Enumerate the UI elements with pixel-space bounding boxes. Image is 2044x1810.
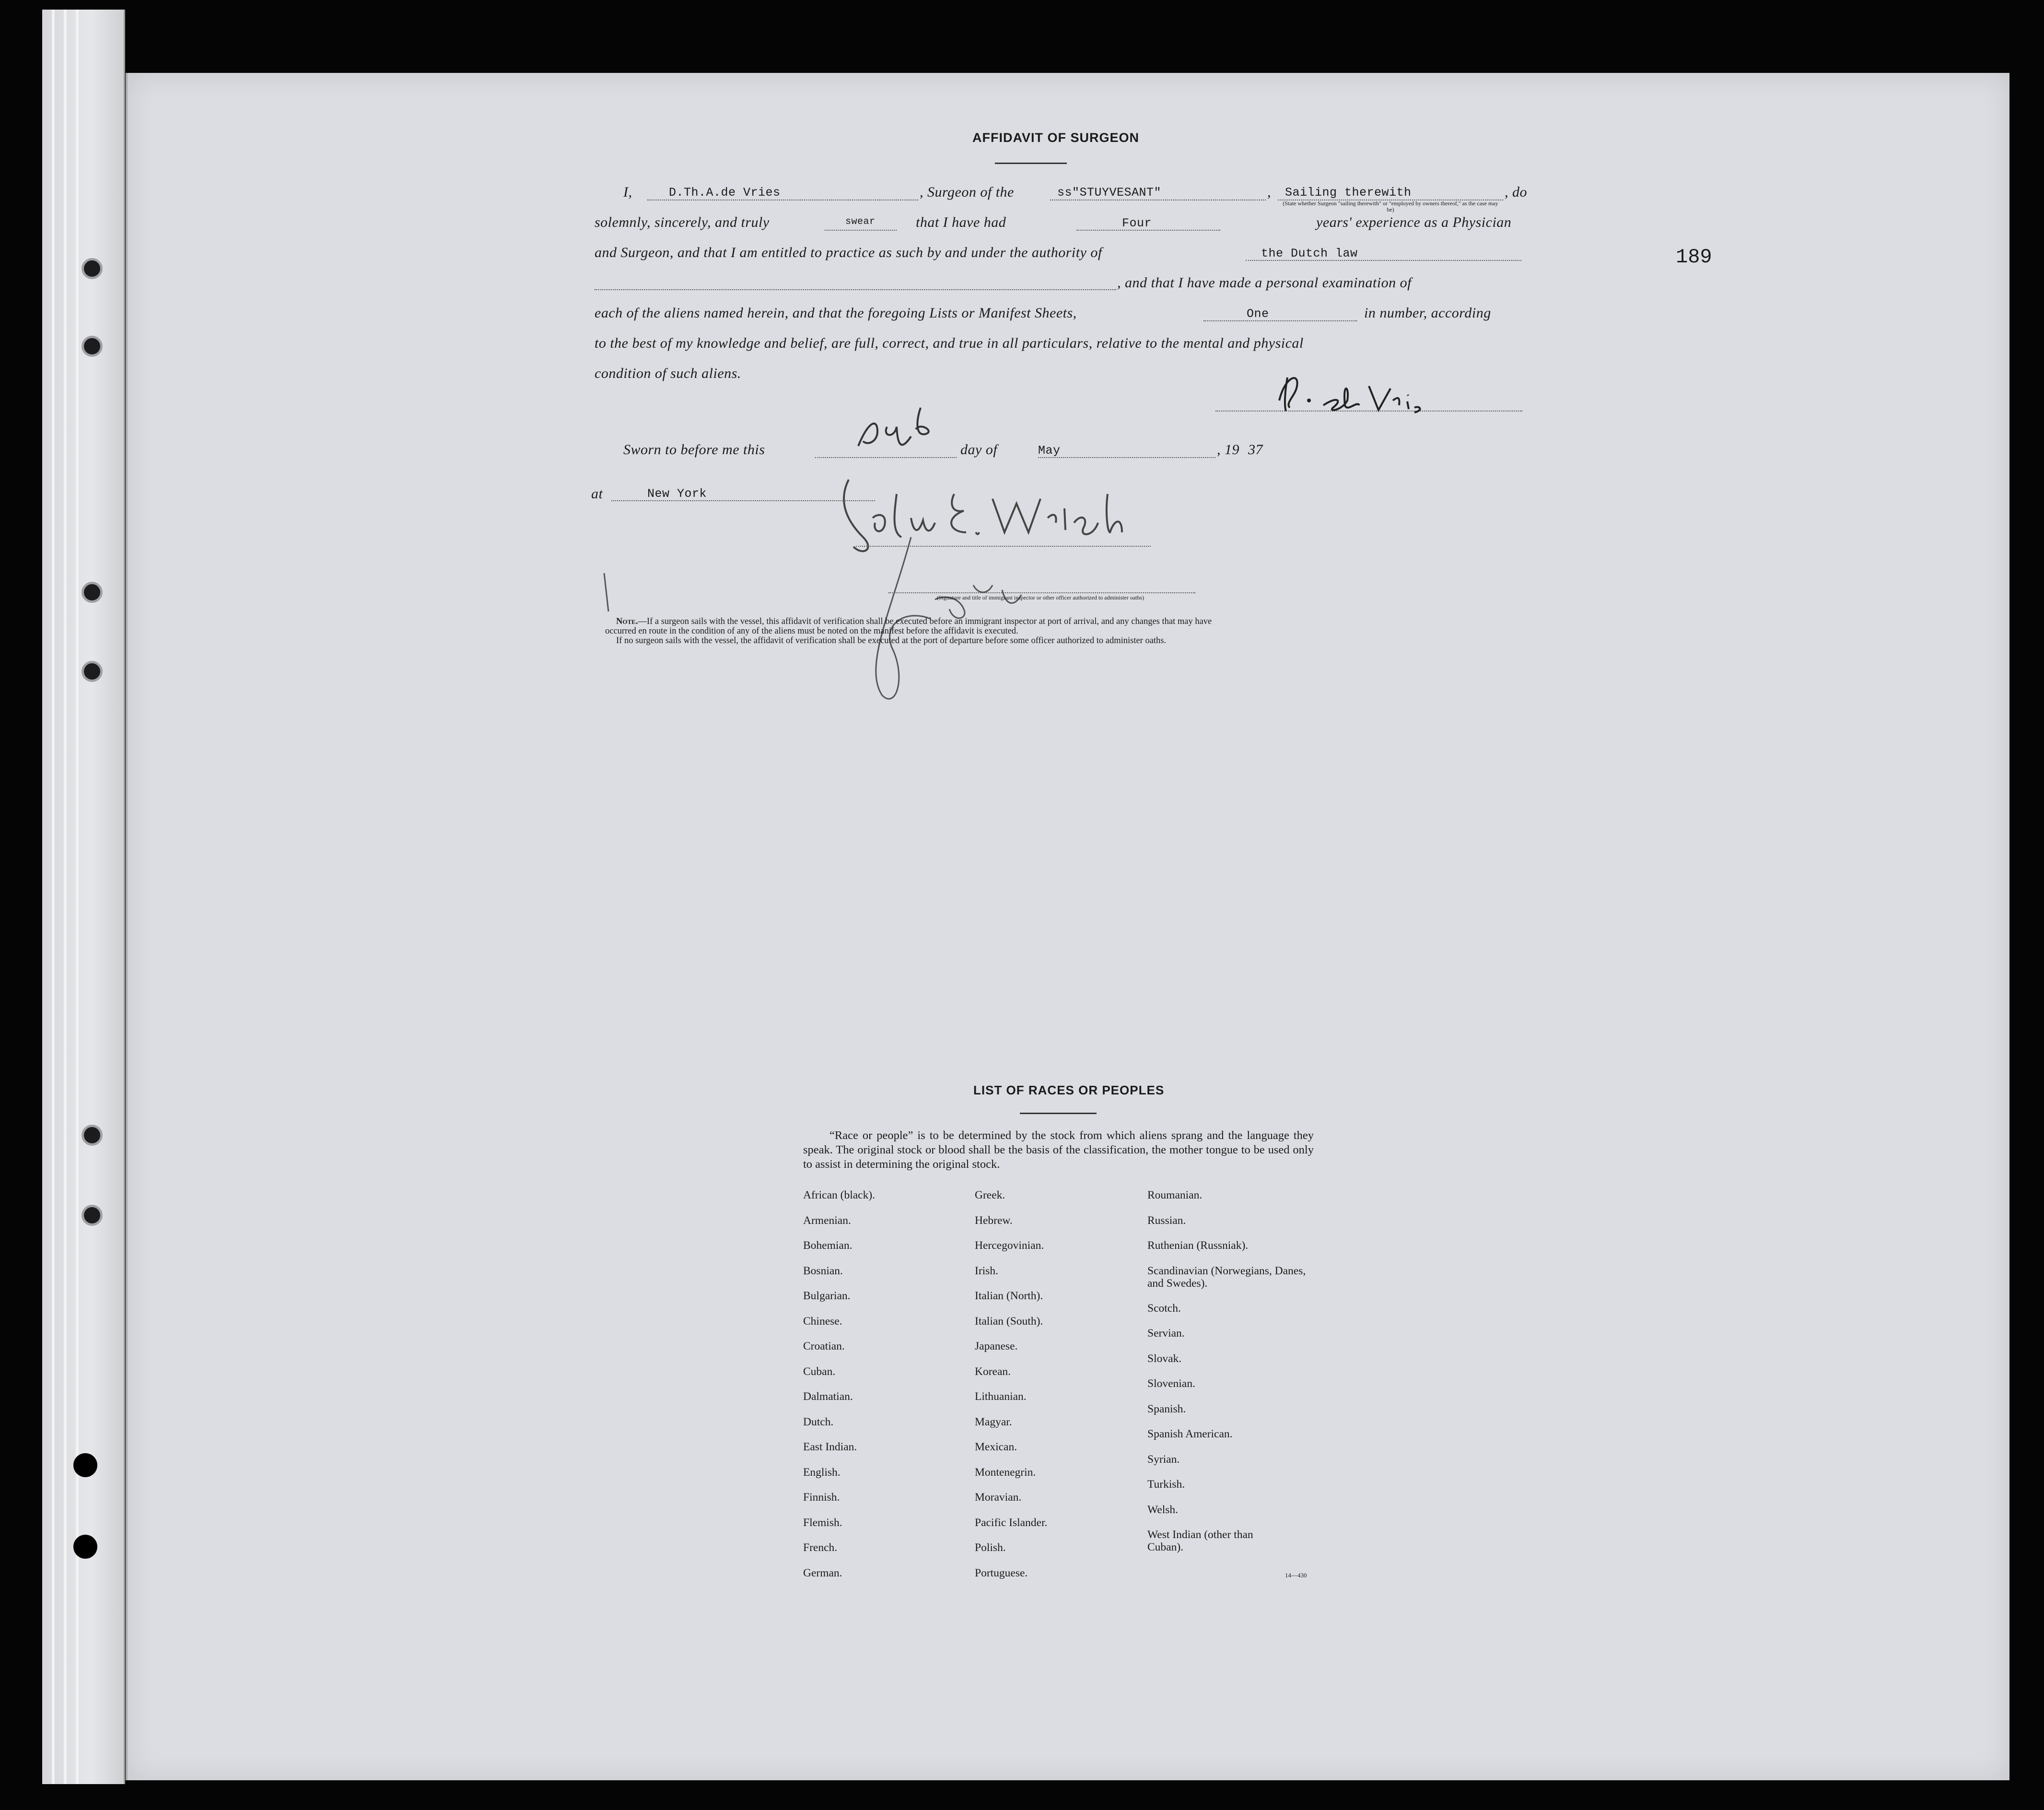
authority-field: the Dutch law: [1261, 247, 1358, 260]
race-item: Ruthenian (Russniak).: [1147, 1239, 1249, 1252]
race-item: Armenian.: [803, 1214, 851, 1227]
binder-hole: [82, 1125, 103, 1146]
race-item: Turkish.: [1147, 1478, 1185, 1491]
affidavit-text: at: [591, 486, 603, 502]
affidavit-text: that I have had: [916, 214, 1006, 230]
race-item: German.: [803, 1566, 842, 1579]
oath-line: [825, 230, 897, 231]
affidavit-text: I,: [623, 184, 632, 200]
binder-hole: [73, 1453, 97, 1477]
oath-field: swear: [845, 216, 876, 227]
race-item: Bohemian.: [803, 1239, 853, 1252]
race-item: Magyar.: [975, 1415, 1012, 1428]
affidavit-text: Sworn to before me this: [623, 442, 765, 458]
affidavit-text: in number, according: [1364, 305, 1491, 321]
races-column-1: [803, 1183, 875, 1586]
race-item: French.: [803, 1541, 838, 1554]
races-title: LIST OF RACES OR PEOPLES: [973, 1083, 1165, 1097]
ship-name-field: ss"STUYVESANT": [1057, 186, 1162, 200]
sheets-line: [1203, 320, 1357, 321]
affidavit-text: solemnly, sincerely, and truly: [595, 214, 770, 230]
month-field: May: [1038, 444, 1061, 458]
race-item: Italian (South).: [975, 1315, 1043, 1328]
races-intro: “Race or people” is to be determined by the stock from which aliens sprang and the language they speak. The original stock or blood shall be the basis of the classification, the mother tongue to be used only to assist in determining the original stock.: [803, 1129, 1314, 1171]
race-item: Cuban.: [803, 1365, 836, 1378]
binder-hole: [73, 1535, 97, 1559]
race-item: Greek.: [975, 1189, 1005, 1201]
race-item: Korean.: [975, 1365, 1011, 1378]
affidavit-text: , 19: [1217, 442, 1239, 458]
race-item: Bosnian.: [803, 1264, 843, 1277]
race-item: Portuguese.: [975, 1566, 1028, 1579]
race-item: Italian (North).: [975, 1290, 1043, 1302]
affidavit-title: AFFIDAVIT OF SURGEON: [972, 130, 1139, 145]
races-column-3: [1147, 1183, 1320, 1560]
title-underline: [995, 163, 1067, 164]
affidavit-text: condition of such aliens.: [595, 365, 741, 381]
sheets-count-field: One: [1247, 307, 1269, 321]
affidavit-text: , do: [1505, 184, 1527, 200]
race-item: Hercegovinian.: [975, 1239, 1044, 1252]
race-item: Finnish.: [803, 1491, 840, 1504]
binder-edge: [64, 10, 67, 1784]
race-item: Scandinavian (Norwegians, Danes, and Swedes).: [1147, 1264, 1306, 1290]
surgeon-name-field: D.Th.A.de Vries: [669, 186, 781, 200]
binder-edge: [52, 10, 55, 1784]
pencil-mark: [602, 571, 611, 614]
race-item: Polish.: [975, 1541, 1006, 1554]
month-line: [1038, 457, 1215, 458]
race-item: Slovak.: [1147, 1352, 1182, 1365]
race-item: Hebrew.: [975, 1214, 1013, 1227]
race-item: Bulgarian.: [803, 1290, 851, 1302]
binder-hole: [82, 258, 103, 279]
place-field: New York: [647, 487, 707, 501]
race-item: East Indian.: [803, 1441, 857, 1453]
race-item: African (black).: [803, 1189, 876, 1201]
surgeon-signature: [1271, 367, 1448, 420]
affidavit-text: day of: [960, 442, 998, 458]
race-item: Lithuanian.: [975, 1390, 1027, 1403]
race-item: Pacific Islander.: [975, 1516, 1048, 1529]
race-item: Servian.: [1147, 1327, 1185, 1340]
race-item: Russian.: [1147, 1214, 1186, 1227]
note-line-3: If no surgeon sails with the vessel, the affidavit of verification shall be executed at the port of departure before some officer authorized to administer oaths.: [616, 636, 1167, 646]
races-title-underline: [1020, 1113, 1097, 1114]
affidavit-text: ,: [1267, 184, 1271, 200]
inspector-caption: (Signature and title of immigrant inspector or other officer authorized to administer oaths): [936, 594, 1145, 601]
year-field: 37: [1248, 442, 1263, 458]
binder-hole: [82, 1205, 103, 1226]
races-column-2: [975, 1183, 1047, 1586]
years-field: Four: [1122, 216, 1152, 230]
race-item: Chinese.: [803, 1315, 842, 1328]
affidavit-text: years' experience as a Physician: [1316, 214, 1512, 230]
race-item: Slovenian.: [1147, 1377, 1195, 1390]
binder-hole: [82, 582, 103, 603]
affidavit-text: each of the aliens named herein, and that the foregoing Lists or Manifest Sheets,: [595, 305, 1077, 321]
sailing-instruction: (State whether Surgeon "sailing therewith" or "employed by owners thereof," as the case may be): [1283, 200, 1498, 213]
authority-line-2: [595, 289, 1116, 290]
race-item: Montenegrin.: [975, 1466, 1036, 1479]
race-item: Dutch.: [803, 1415, 834, 1428]
race-item: Spanish.: [1147, 1402, 1186, 1415]
race-item: Scotch.: [1147, 1302, 1181, 1315]
inspector-line-1: [856, 546, 1151, 547]
note-line-1: —If a surgeon sails with the vessel, this affidavit of verification shall be executed before an immigrant inspector at port of arrival, and any changes that may have: [638, 617, 1212, 626]
race-item: Syrian.: [1147, 1453, 1180, 1466]
note-label: Note.: [616, 617, 638, 626]
race-item: Roumanian.: [1147, 1189, 1203, 1201]
inspector-line-2: [888, 592, 1195, 593]
binder-hole: [82, 661, 103, 682]
race-item: Flemish.: [803, 1516, 842, 1529]
race-item: Spanish American.: [1147, 1428, 1233, 1440]
race-item: West Indian (other than Cuban).: [1147, 1528, 1253, 1553]
race-item: Moravian.: [975, 1491, 1022, 1504]
binder-hole: [82, 336, 103, 357]
race-item: Mexican.: [975, 1441, 1017, 1453]
page-number: 189: [1676, 246, 1712, 269]
race-item: Croatian.: [803, 1340, 845, 1352]
affidavit-text: , and that I have made a personal examination of: [1117, 275, 1412, 291]
race-item: English.: [803, 1466, 841, 1479]
note-line-2: occurred en route in the condition of any of the aliens must be noted on the manifest before the affidavit is executed.: [605, 626, 1018, 636]
sailing-status-field: Sailing therewith: [1285, 186, 1412, 200]
race-item: Dalmatian.: [803, 1390, 853, 1403]
race-item: Japanese.: [975, 1340, 1018, 1352]
affidavit-text: , Surgeon of the: [920, 184, 1014, 200]
affidavit-text: to the best of my knowledge and belief, are full, correct, and true in all particulars, relative to the mental and physical: [595, 335, 1304, 351]
binder-edge: [76, 10, 79, 1784]
affidavit-note: [616, 617, 1212, 626]
document-page: [126, 73, 2009, 1780]
day-handwritten: [849, 393, 949, 465]
binder-strip: [42, 10, 125, 1784]
race-item: Irish.: [975, 1264, 998, 1277]
form-code: 14—430: [1285, 1572, 1307, 1579]
affidavit-text: and Surgeon, and that I am entitled to practice as such by and under the authority of: [595, 245, 1102, 260]
race-item: Welsh.: [1147, 1503, 1179, 1516]
